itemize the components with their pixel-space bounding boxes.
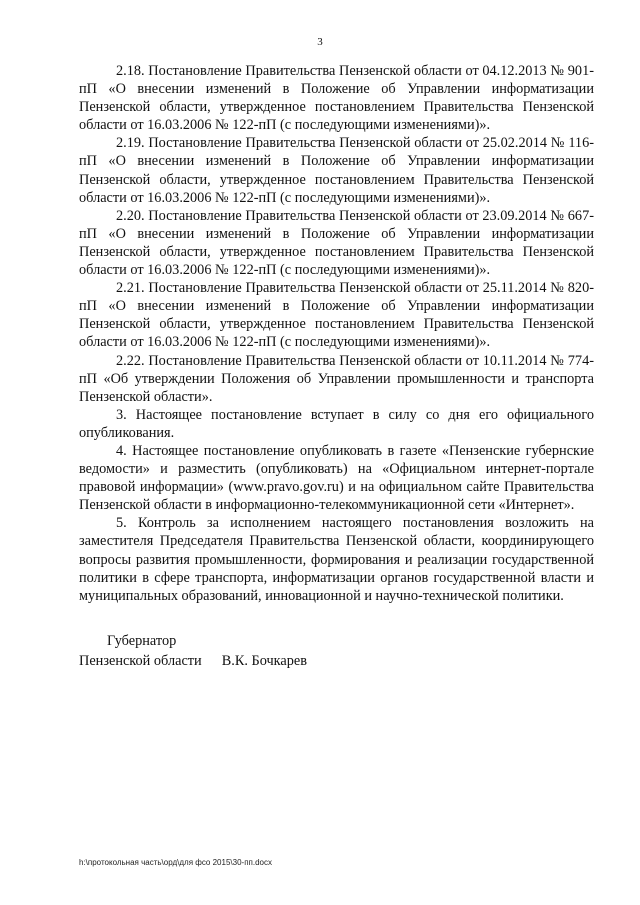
signature-title-line1: Губернатор [107, 633, 177, 649]
footer-file-path: h:\протокольная часть\орд\для фсо 2015\30-пп.docx [79, 858, 272, 867]
page-number: 3 [317, 36, 323, 48]
document-body [79, 62, 594, 605]
paragraph-2-19: 2.19. Постановление Правительства Пензенской области от 25.02.2014 № 116-пП «О внесении изменений в Положение об Управлении информатизации Пензенской области, утвержденное постановлением Правительства Пензенской области от 16.03.2006 № 122-пП (с последующими изменениями)». [79, 135, 594, 206]
paragraph-2-18: 2.18. Постановление Правительства Пензенской области от 04.12.2013 № 901-пП «О внесении изменений в Положение об Управлении информатизации Пензенской области, утвержденное постановлением Правительства Пензенской области от 16.03.2006 № 122-пП (с последующими изменениями)». [79, 63, 594, 134]
paragraph-3: 3. Настоящее постановление вступает в силу со дня его официального опубликования. [79, 406, 594, 441]
paragraph-2-21: 2.21. Постановление Правительства Пензенской области от 25.11.2014 № 820-пП «О внесении изменений в Положение об Управлении информатизации Пензенской области, утвержденное постановлением Правительства Пензенской области от 16.03.2006 № 122-пП (с последующими изменениями)». [79, 280, 594, 351]
signature-block [79, 631, 307, 671]
paragraph-2-20: 2.20. Постановление Правительства Пензенской области от 23.09.2014 № 667-пП «О внесении изменений в Положение об Управлении информатизации Пензенской области, утвержденное постановлением Правительства Пензенской области от 16.03.2006 № 122-пП (с последующими изменениями)». [79, 207, 594, 279]
signature-title-line2: Пензенской области [79, 653, 202, 669]
paragraph-4: 4. Настоящее постановление опубликовать в газете «Пензенские губернские ведомости» и разместить (опубликовать) на «Официальном интернет-портале правовой информации» (www.pravo.gov.ru) и на официальном сайте Правительства Пензенской области в информационно-телекоммуникационной сети «Интернет». [79, 442, 594, 514]
signatory-name: В.К. Бочкарев [221, 653, 307, 669]
paragraph-5: 5. Контроль за исполнением настоящего постановления возложить на заместителя Председателя Правительства Пензенской области, координирующего вопросы развития промышленности, формирования и реализации государственной политики в сфере транспорта, информатизации органов государственной власти и муниципальных образований, инновационной и научно-технической политики. [79, 515, 594, 604]
paragraph-2-22: 2.22. Постановление Правительства Пензенской области от 10.11.2014 № 774-пП «Об утверждении Положения об Управлении промышленности и транспорта Пензенской области». [79, 352, 594, 405]
